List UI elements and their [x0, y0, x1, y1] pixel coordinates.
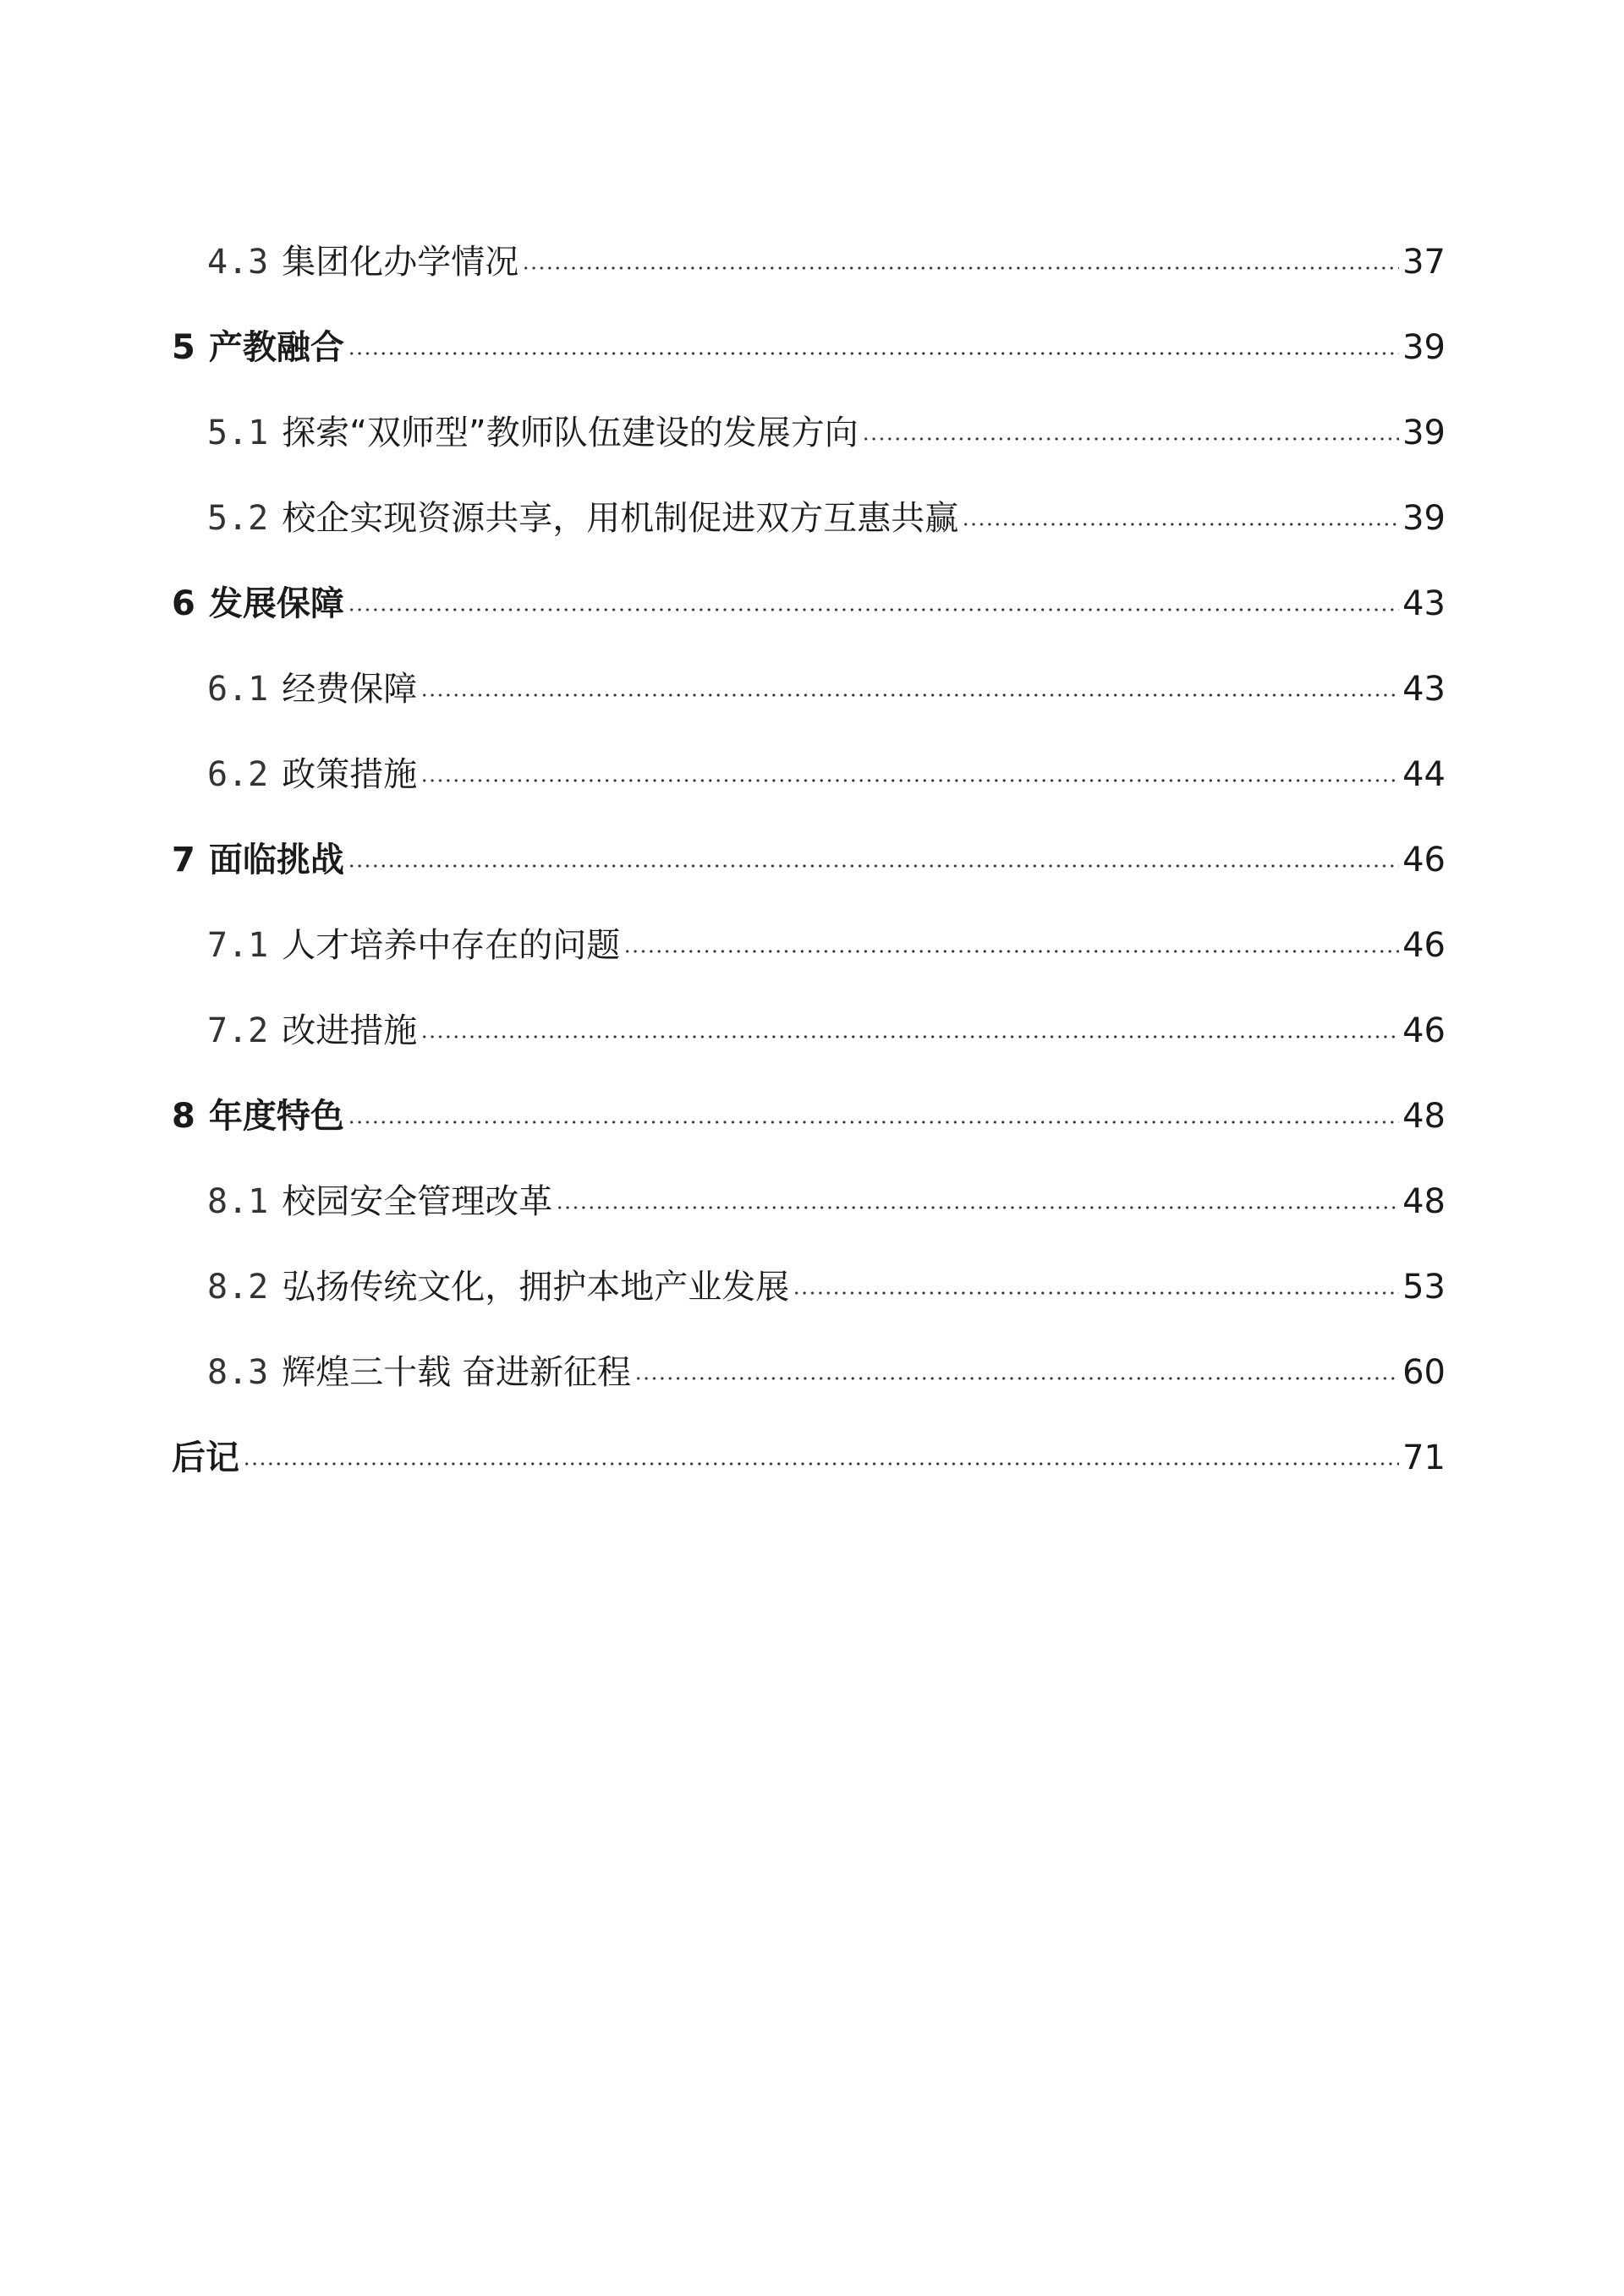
dot-leader	[420, 779, 1399, 782]
toc-entry-title: 发展保障	[208, 584, 344, 623]
toc-entry-title: 校园安全管理改革	[282, 1182, 553, 1221]
toc-entry-number: 6	[172, 584, 195, 623]
dot-leader	[348, 1121, 1399, 1124]
dot-leader	[962, 523, 1399, 526]
toc-entry-page: 46	[1402, 841, 1446, 879]
toc-entry-title: 改进措施	[282, 1011, 418, 1050]
toc-entry-8[interactable]	[172, 1091, 1446, 1142]
toc-entry-title: 后记	[172, 1438, 239, 1477]
toc-entry-5[interactable]	[172, 322, 1446, 373]
toc-entry-7-1[interactable]	[207, 920, 1446, 971]
toc-entry-title: 弘扬传统文化，拥护本地产业发展	[282, 1268, 790, 1307]
dot-leader	[348, 864, 1399, 868]
toc-entry-7[interactable]	[172, 835, 1446, 885]
toc-entry-page: 71	[1402, 1438, 1446, 1477]
toc-entry-number: 5.1	[207, 414, 269, 452]
toc-entry-page: 53	[1402, 1268, 1446, 1307]
toc-entry-number: 5.2	[207, 499, 269, 538]
toc-entry-6-2[interactable]	[207, 749, 1446, 800]
toc-entry-page: 39	[1402, 328, 1446, 367]
toc-entry-number: 6.2	[207, 755, 269, 794]
toc-entry-number: 8.2	[207, 1268, 269, 1307]
toc-entry-7-2[interactable]	[207, 1006, 1446, 1056]
toc-entry-number: 4.3	[207, 243, 269, 282]
dot-leader	[243, 1462, 1399, 1466]
toc-entry-title: 探索“双师型”教师队伍建设的发展方向	[282, 414, 859, 452]
dot-leader	[634, 1377, 1399, 1380]
toc-entry-page: 48	[1402, 1097, 1446, 1136]
toc-entry-page: 46	[1402, 1011, 1446, 1050]
toc-entry-number: 7	[172, 841, 195, 879]
dot-leader	[793, 1291, 1399, 1295]
toc-entry-title: 集团化办学情况	[282, 243, 519, 282]
toc-entry-title: 产教融合	[208, 328, 344, 367]
toc-entry-6[interactable]	[172, 578, 1446, 629]
dot-leader	[862, 437, 1399, 441]
dot-leader	[623, 950, 1399, 953]
toc-entry-page: 39	[1402, 499, 1446, 538]
dot-leader	[522, 266, 1399, 270]
toc-entry-number: 8.1	[207, 1182, 269, 1221]
toc-entry-title: 校企实现资源共享，用机制促进双方互惠共赢	[282, 499, 959, 538]
dot-leader	[420, 693, 1399, 697]
toc-entry-6-1[interactable]	[207, 664, 1446, 715]
toc-entry-title: 人才培养中存在的问题	[282, 926, 621, 965]
dot-leader	[348, 608, 1399, 611]
toc-entry-number: 5	[172, 328, 195, 367]
toc-entry-number: 8	[172, 1097, 195, 1136]
toc-entry-number: 6.1	[207, 670, 269, 709]
dot-leader	[348, 352, 1399, 355]
toc-entry-page: 48	[1402, 1182, 1446, 1221]
toc-entry-8-2[interactable]	[207, 1262, 1446, 1312]
toc-entry-8-1[interactable]	[207, 1176, 1446, 1227]
toc-entry-page: 37	[1402, 243, 1446, 282]
toc-entry-page: 39	[1402, 414, 1446, 452]
toc-entry-afterword[interactable]	[172, 1433, 1446, 1483]
toc-entry-page: 46	[1402, 926, 1446, 965]
toc-entry-title: 面临挑战	[208, 841, 344, 879]
dot-leader	[556, 1206, 1399, 1209]
toc-entry-8-3[interactable]	[207, 1347, 1446, 1398]
toc-entry-page: 43	[1402, 670, 1446, 709]
toc-entry-page: 44	[1402, 755, 1446, 794]
toc-entry-title: 年度特色	[208, 1097, 344, 1136]
toc-entry-number: 7.1	[207, 926, 269, 965]
toc-entry-number: 7.2	[207, 1011, 269, 1050]
toc-entry-5-1[interactable]	[207, 408, 1446, 458]
toc-entry-title: 政策措施	[282, 755, 418, 794]
toc-entry-5-2[interactable]	[207, 493, 1446, 544]
toc-entry-page: 60	[1402, 1353, 1446, 1392]
dot-leader	[420, 1035, 1399, 1038]
toc-entry-title: 辉煌三十载 奋进新征程	[282, 1353, 631, 1392]
toc-entry-4-3[interactable]	[207, 237, 1446, 288]
toc-entry-number: 8.3	[207, 1353, 269, 1392]
toc-entry-title: 经费保障	[282, 670, 418, 709]
toc-entry-page: 43	[1402, 584, 1446, 623]
